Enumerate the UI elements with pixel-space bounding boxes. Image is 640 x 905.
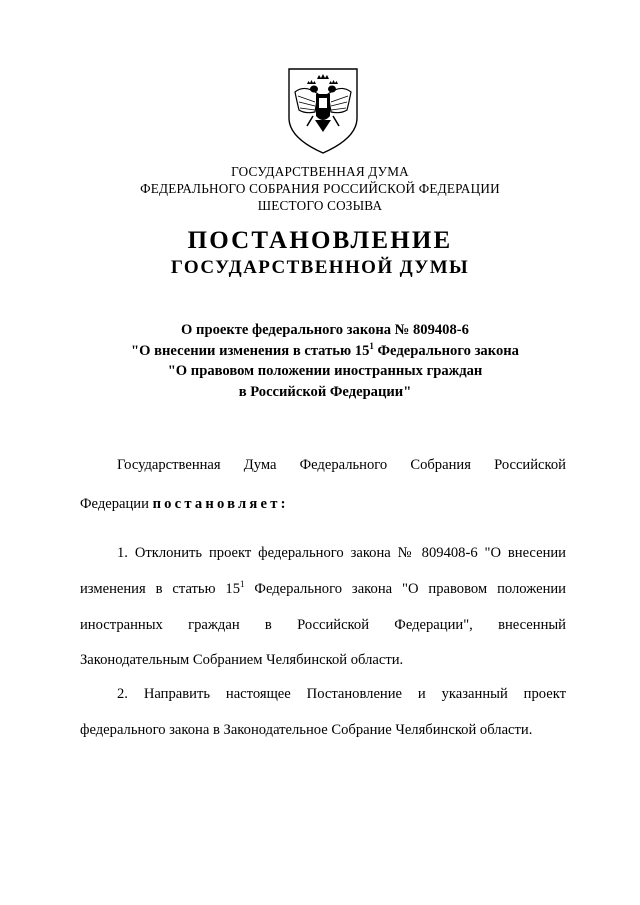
issuer-line-3: ШЕСТОГО СОЗЫВА	[257, 198, 383, 213]
coat-of-arms-icon	[285, 66, 361, 156]
item-1-line-3: иностранных граждан в Российской Федерации", внесенный	[80, 617, 566, 633]
document-title: ПОСТАНОВЛЕНИЕ	[187, 227, 453, 254]
item-1-line-4: Законодательным Собранием Челябинской области.	[80, 652, 404, 668]
issuer-line-1: ГОСУДАРСТВЕННАЯ ДУМА	[231, 164, 409, 179]
item-2-line-2: федерального закона в Законодательное Собрание Челябинской области.	[80, 722, 533, 738]
subject-line-4: в Российской Федерации"	[238, 383, 412, 400]
superscript: 1	[369, 340, 374, 351]
superscript: 1	[240, 579, 245, 589]
document-subject	[80, 320, 570, 402]
item-1-line-1: 1. Отклонить проект федерального закона № 809408-6 "О внесении	[117, 545, 566, 561]
document-subtitle: ГОСУДАРСТВЕННОЙ ДУМЫ	[170, 257, 470, 278]
preamble-line-2: Федерации постановляет:	[80, 496, 289, 512]
issuer-line-2: ФЕДЕРАЛЬНОГО СОБРАНИЯ РОССИЙСКОЙ ФЕДЕРАЦИИ	[140, 181, 500, 196]
resolves-word: постановляет:	[152, 496, 289, 512]
preamble-line-1: Государственная Дума Федерального Собрания Российской	[117, 457, 566, 473]
subject-line-1: О проекте федерального закона № 809408-6	[181, 322, 469, 338]
subject-line-3: "О правовом положении иностранных граждан	[167, 363, 483, 379]
item-1-line-2: изменения в статью $15^1$ Федерального закона "О правовом положении	[80, 579, 566, 597]
item-2-line-1: 2. Направить настоящее Постановление и указанный проект	[117, 686, 566, 702]
subject-line-2: "О внесении изменения в статью $15^1$ Федерального закона	[131, 340, 519, 359]
